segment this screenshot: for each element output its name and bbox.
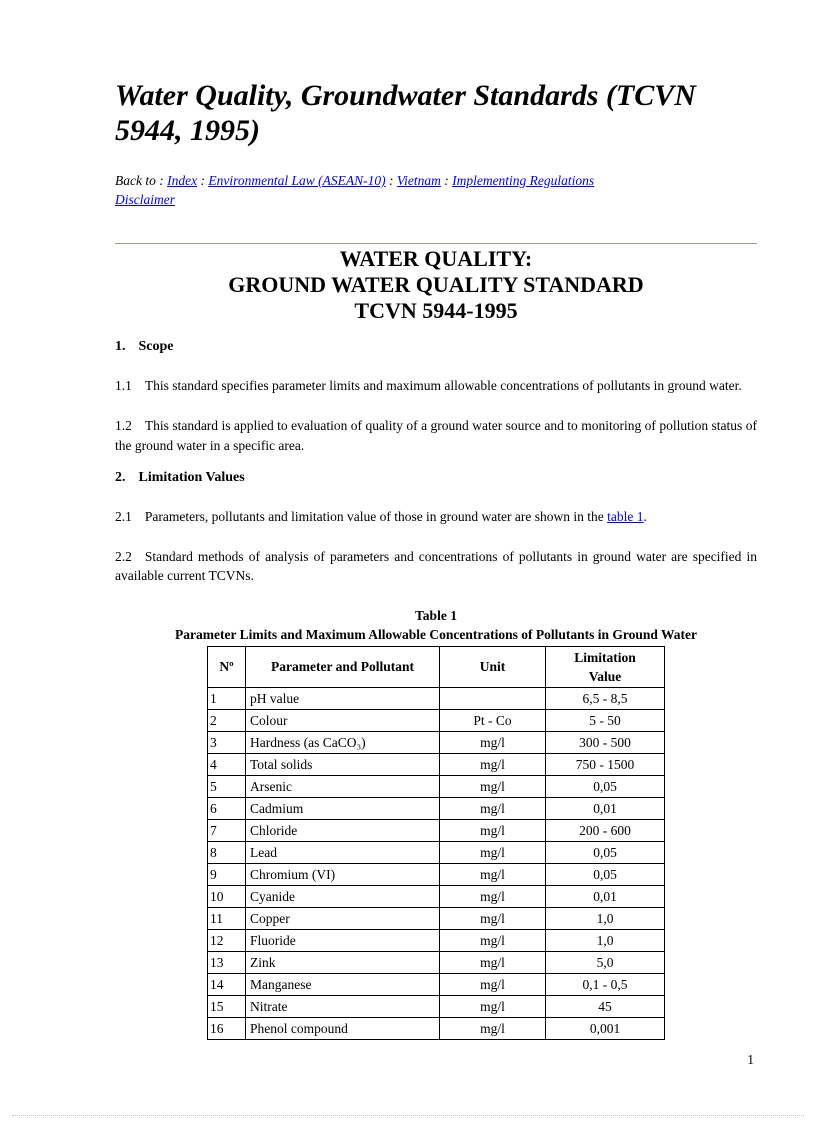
parameter-name: Arsenic (246, 775, 440, 797)
row-number: 6 (208, 797, 246, 819)
paragraph-text-after-link: . (643, 508, 647, 524)
paragraph-2-2 (115, 547, 757, 586)
breadcrumb-separator: : (385, 172, 397, 188)
table-row (208, 1017, 665, 1039)
parameter-name: Lead (246, 841, 440, 863)
header-unit: Unit (440, 646, 546, 687)
limitation-value: 0,05 (546, 775, 665, 797)
unit (440, 687, 546, 709)
parameter-name: Chromium (VI) (246, 863, 440, 885)
standard-heading-line3: TCVN 5944-1995 (354, 298, 518, 323)
row-number: 8 (208, 841, 246, 863)
unit: mg/l (440, 753, 546, 775)
table-row (208, 819, 665, 841)
limitation-value: 1,0 (546, 929, 665, 951)
parameter-name: Copper (246, 907, 440, 929)
table-row (208, 731, 665, 753)
standard-heading (115, 246, 757, 324)
table-row (208, 863, 665, 885)
paragraph-1-2 (115, 416, 757, 455)
row-number: 4 (208, 753, 246, 775)
unit: mg/l (440, 907, 546, 929)
paragraph-2-1 (115, 507, 757, 526)
breadcrumb-links (115, 173, 594, 207)
paragraph-number: 1.1 (115, 377, 132, 393)
table-row (208, 951, 665, 973)
unit: mg/l (440, 885, 546, 907)
unit: mg/l (440, 863, 546, 885)
table-row (208, 753, 665, 775)
unit: Pt - Co (440, 709, 546, 731)
breadcrumb-separator: : (155, 172, 168, 188)
parameter-name: Cyanide (246, 885, 440, 907)
standard-heading-line1: WATER QUALITY: (339, 246, 533, 272)
limitation-value: 0,01 (546, 797, 665, 819)
paragraph-number: 1.2 (115, 418, 132, 434)
parameter-name: Cadmium (246, 797, 440, 819)
unit: mg/l (440, 995, 546, 1017)
unit: mg/l (440, 797, 546, 819)
section-heading-limitation-values (115, 470, 757, 486)
limitation-value: 5,0 (546, 951, 665, 973)
parameter-name: pH value (246, 687, 440, 709)
breadcrumb-link-environmental-law-asean-10[interactable]: Environmental Law (ASEAN-10) (208, 172, 386, 188)
paragraph-number: 2.1 (115, 508, 132, 524)
breadcrumb-link-implementing-regulations[interactable]: Implementing Regulations (452, 172, 595, 188)
paragraph-1-1 (115, 376, 757, 395)
section-number: 2. (115, 469, 126, 485)
standard-heading-line2: GROUND WATER QUALITY STANDARD (228, 272, 644, 298)
document-title: Water Quality, Groundwater Standards (TCVN 5944, 1995) (115, 79, 696, 148)
limitation-value: 0,05 (546, 863, 665, 885)
header-number: Nº (208, 646, 246, 687)
header-limitation-value: Limitation Value (546, 646, 665, 687)
table-row (208, 929, 665, 951)
limitation-value: 5 - 50 (546, 709, 665, 731)
row-number: 5 (208, 775, 246, 797)
row-number: 9 (208, 863, 246, 885)
header-parameter: Parameter and Pollutant (246, 646, 440, 687)
limitation-value: 0,1 - 0,5 (546, 973, 665, 995)
row-number: 3 (208, 731, 246, 753)
breadcrumb-separator: : (197, 172, 209, 188)
unit: mg/l (440, 731, 546, 753)
table-row (208, 841, 665, 863)
parameter-name: Chloride (246, 819, 440, 841)
section-title: Scope (138, 338, 174, 354)
table-caption-title: Parameter Limits and Maximum Allowable Concentrations of Pollutants in Ground Water (175, 626, 697, 642)
breadcrumb-separator: : (440, 172, 453, 188)
table-header-row (208, 646, 665, 687)
unit: mg/l (440, 929, 546, 951)
parameter-name: Total solids (246, 753, 440, 775)
table-row (208, 885, 665, 907)
limitation-value: 200 - 600 (546, 819, 665, 841)
section-heading-scope (115, 339, 757, 355)
section-number: 1. (115, 338, 126, 354)
pollutant-limits-table (207, 646, 665, 1040)
table-caption-number: Table 1 (415, 607, 457, 623)
paragraph-text: This standard specifies parameter limits and maximum allowable concentrations of pollutants in ground water. (144, 377, 742, 393)
limitation-value: 0,05 (546, 841, 665, 863)
row-number: 11 (208, 907, 246, 929)
horizontal-rule (115, 243, 757, 244)
limitation-value: 0,001 (546, 1017, 665, 1039)
breadcrumb (115, 171, 757, 209)
parameter-name: Fluoride (246, 929, 440, 951)
paragraph-text: Parameters, pollutants and limitation value of those in ground water are shown in the (144, 508, 608, 524)
section-title: Limitation Values (138, 469, 245, 485)
row-number: 7 (208, 819, 246, 841)
parameter-name: Nitrate (246, 995, 440, 1017)
unit: mg/l (440, 775, 546, 797)
parameter-name: Colour (246, 709, 440, 731)
row-number: 12 (208, 929, 246, 951)
unit: mg/l (440, 819, 546, 841)
page-number: 1 (747, 1052, 754, 1067)
table-row (208, 687, 665, 709)
row-number: 13 (208, 951, 246, 973)
parameter-name: Manganese (246, 973, 440, 995)
table-row (208, 775, 665, 797)
table-row (208, 797, 665, 819)
table-caption (115, 607, 757, 645)
row-number: 10 (208, 885, 246, 907)
limitation-value: 6,5 - 8,5 (546, 687, 665, 709)
parameter-name: Phenol compound (246, 1017, 440, 1039)
back-to-label: Back to (115, 172, 156, 188)
paragraph-number: 2.2 (115, 549, 132, 565)
row-number: 15 (208, 995, 246, 1017)
row-number: 14 (208, 973, 246, 995)
breadcrumb-link-disclaimer[interactable]: Disclaimer (115, 191, 175, 207)
limitation-value: 750 - 1500 (546, 753, 665, 775)
parameter-name: Hardness (as CaCO₃) (246, 731, 440, 753)
unit: mg/l (440, 841, 546, 863)
table-row (208, 995, 665, 1017)
limitation-value: 1,0 (546, 907, 665, 929)
paragraph-text: This standard is applied to evaluation of quality of a ground water source and to monitoring of pollution status of the ground water in a specific area. (115, 418, 757, 453)
row-number: 1 (208, 687, 246, 709)
table-1-link[interactable]: table 1 (607, 508, 644, 524)
unit: mg/l (440, 973, 546, 995)
unit: mg/l (440, 951, 546, 973)
page-bottom-border (12, 1115, 804, 1116)
limitation-value: 45 (546, 995, 665, 1017)
limitation-value: 0,01 (546, 885, 665, 907)
unit: mg/l (440, 1017, 546, 1039)
row-number: 16 (208, 1017, 246, 1039)
breadcrumb-link-vietnam[interactable]: Vietnam (396, 172, 441, 188)
limitation-value: 300 - 500 (546, 731, 665, 753)
table-row (208, 709, 665, 731)
row-number: 2 (208, 709, 246, 731)
parameter-name: Zink (246, 951, 440, 973)
table-row (208, 973, 665, 995)
table-row (208, 907, 665, 929)
paragraph-text: Standard methods of analysis of parameters and concentrations of pollutants in ground water are specified in available current TCVNs. (115, 549, 757, 584)
breadcrumb-link-index[interactable]: Index (167, 172, 198, 188)
